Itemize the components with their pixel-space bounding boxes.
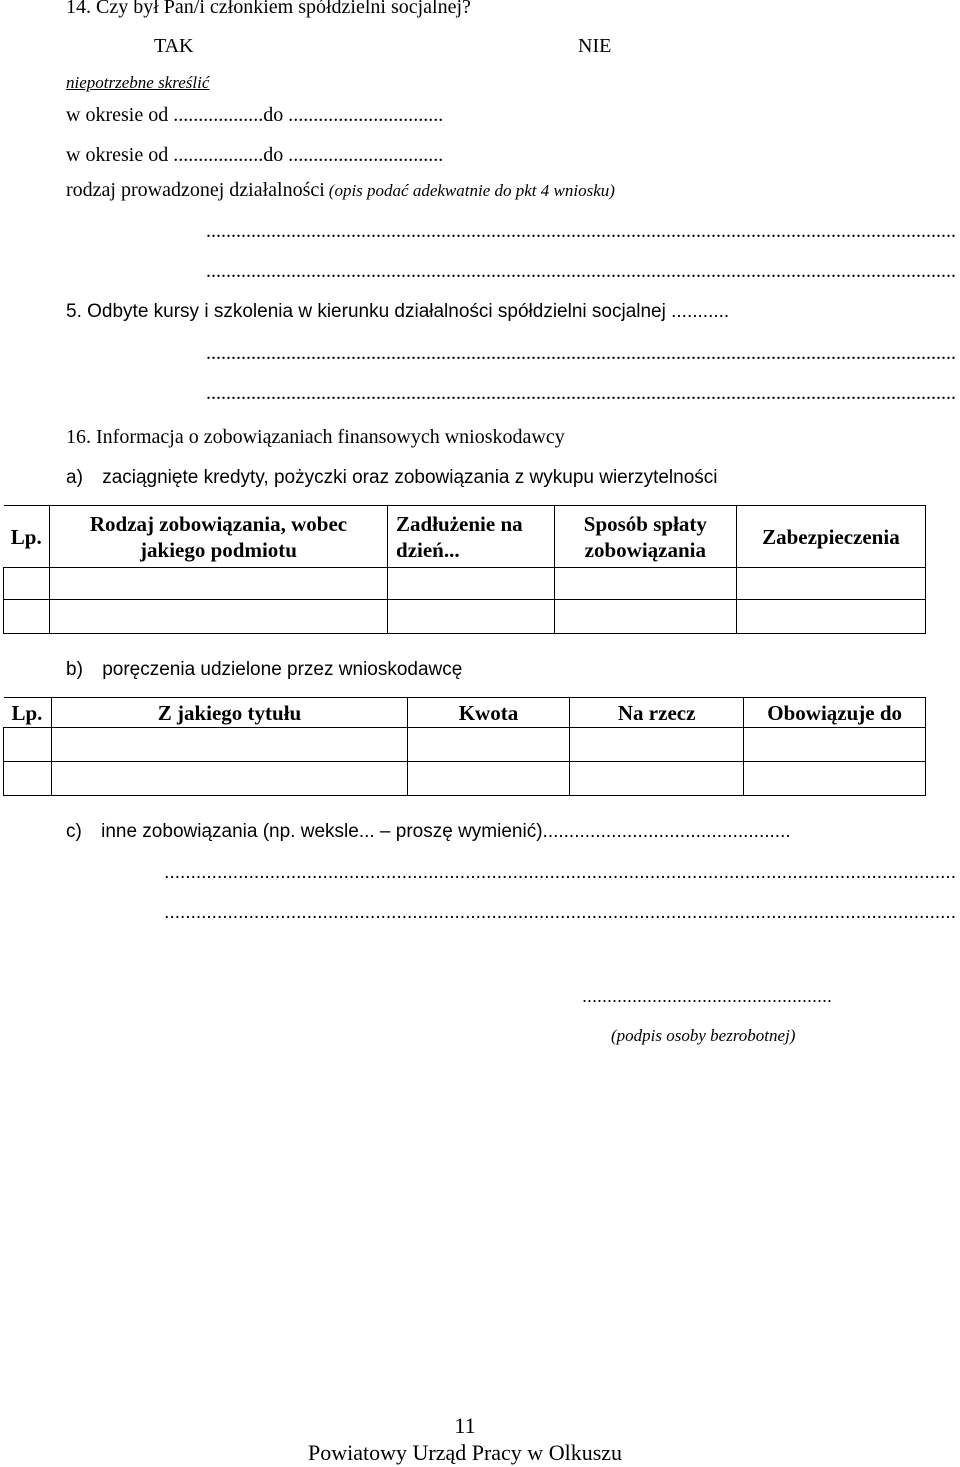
- activity-dots-1[interactable]: ......................................................................................................................................................: [206, 220, 956, 242]
- option-no[interactable]: NIE: [578, 35, 612, 57]
- q16-c-label: c): [66, 821, 82, 842]
- col-header-amount: Kwota: [407, 698, 569, 728]
- table-cell[interactable]: [51, 728, 407, 762]
- table-row: [4, 728, 926, 762]
- q14-question: 14. Czy był Pan/i członkiem spółdzielni socjalnej?: [66, 0, 471, 18]
- table-row: [4, 568, 926, 600]
- table-cell[interactable]: [554, 600, 736, 634]
- signature-caption: (podpis osoby bezrobotnej): [611, 1026, 796, 1045]
- col-header-lp: Lp.: [4, 698, 52, 728]
- col-header-security: Zabezpieczenia: [736, 506, 925, 568]
- activity-label: rodzaj prowadzonej działalności: [66, 179, 325, 201]
- table-cell[interactable]: [407, 728, 569, 762]
- table-cell[interactable]: [49, 600, 387, 634]
- table-cell[interactable]: [744, 728, 926, 762]
- col-header-type: Rodzaj zobowiązania, wobec jakiego podmiotu: [49, 506, 387, 568]
- table-header-row: [4, 698, 926, 728]
- q16-a-label: a): [66, 467, 83, 488]
- table-cell[interactable]: [388, 600, 555, 634]
- period-line-2[interactable]: w okresie od ..................do ...............................: [66, 144, 444, 166]
- period-line-1[interactable]: w okresie od ..................do ...............................: [66, 104, 444, 126]
- guarantees-table: [3, 697, 926, 796]
- q5-text: 5. Odbyte kursy i szkolenia w kierunku działalności spółdzielni socjalnej ...........: [66, 301, 730, 322]
- table-cell[interactable]: [4, 728, 52, 762]
- strike-note: niepotrzebne skreślić: [66, 73, 210, 92]
- table-cell[interactable]: [554, 568, 736, 600]
- table-cell[interactable]: [569, 728, 743, 762]
- table-header-row: [4, 506, 926, 568]
- activity-dots-2[interactable]: ......................................................................................................................................................: [206, 260, 956, 282]
- table-cell[interactable]: [388, 568, 555, 600]
- q16-b-line: [66, 659, 462, 681]
- q16-c-dots-2[interactable]: ......................................................................................................................................................: [164, 902, 956, 923]
- q16-c-dots-1[interactable]: ......................................................................................................................................................: [164, 862, 956, 883]
- page-number: 11: [454, 1413, 476, 1438]
- table-cell[interactable]: [4, 600, 50, 634]
- col-header-valid-until: Obowiązuje do: [744, 698, 926, 728]
- activity-line: [66, 179, 615, 202]
- liabilities-table: [3, 505, 926, 634]
- q16-title: 16. Informacja o zobowiązaniach finansowych wnioskodawcy: [66, 426, 565, 448]
- col-header-beneficiary: Na rzecz: [569, 698, 743, 728]
- activity-hint: (opis podać adekwatnie do pkt 4 wniosku): [328, 181, 615, 200]
- table-cell[interactable]: [4, 568, 50, 600]
- q5-dots-1[interactable]: ......................................................................................................................................................: [206, 342, 956, 364]
- q16-c-text[interactable]: inne zobowiązania (np. weksle... – proszę wymienić)...............................................: [101, 821, 791, 842]
- col-header-lp: Lp.: [4, 506, 50, 568]
- q16-b-text: poręczenia udzielone przez wnioskodawcę: [102, 659, 463, 680]
- q16-c-line: [66, 821, 956, 843]
- q16-b-label: b): [66, 659, 83, 680]
- option-yes[interactable]: TAK: [154, 35, 194, 57]
- table-row: [4, 600, 926, 634]
- q5-dots-2[interactable]: ......................................................................................................................................................: [206, 382, 956, 404]
- table-cell[interactable]: [4, 762, 52, 796]
- table-cell[interactable]: [407, 762, 569, 796]
- signature-line[interactable]: ..................................................: [582, 986, 833, 1006]
- q16-a-line: [66, 467, 718, 489]
- table-cell[interactable]: [744, 762, 926, 796]
- table-cell[interactable]: [49, 568, 387, 600]
- table-cell[interactable]: [569, 762, 743, 796]
- col-header-repayment: Sposób spłaty zobowiązania: [554, 506, 736, 568]
- col-header-debt: Zadłużenie na dzień...: [388, 506, 555, 568]
- table-cell[interactable]: [51, 762, 407, 796]
- table-cell[interactable]: [736, 600, 925, 634]
- q16-a-text: zaciągnięte kredyty, pożyczki oraz zobowiązania z wykupu wierzytelności: [102, 467, 718, 488]
- footer-office: Powiatowy Urząd Pracy w Olkuszu: [307, 1440, 623, 1465]
- table-cell[interactable]: [736, 568, 925, 600]
- col-header-title: Z jakiego tytułu: [51, 698, 407, 728]
- table-row: [4, 762, 926, 796]
